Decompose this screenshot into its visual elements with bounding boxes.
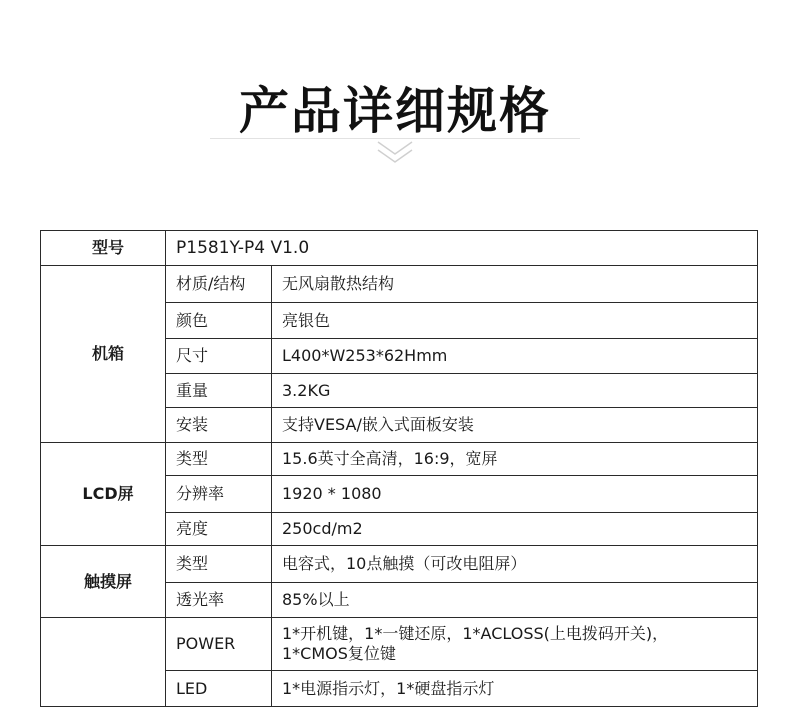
group-label-touchscreen: 触摸屏 [41,546,166,618]
spec-value: 15.6英寸全高清，16:9，宽屏 [272,443,758,476]
page-title: 产品详细规格 [239,82,551,140]
spec-label: POWER [166,618,272,671]
spec-label: 分辨率 [166,476,272,513]
spec-value: 无风扇散热结构 [272,266,758,303]
spec-label: 安装 [166,408,272,443]
spec-value-line: 1*开机键，1*一键还原，1*ACLOSS(上电拨码开关)， [282,624,669,643]
spec-label: 材质/结构 [166,266,272,303]
spec-value: 亮银色 [272,303,758,339]
spec-value: 1920 * 1080 [272,476,758,513]
spec-value: L400*W253*62Hmm [272,339,758,374]
table-row [41,231,758,266]
table-row [41,546,758,583]
spec-value: 电容式，10点触摸（可改电阻屏） [272,546,758,583]
table-row [41,266,758,303]
spec-label: 颜色 [166,303,272,339]
spec-value: 250cd/m2 [272,513,758,546]
spec-value [272,618,758,671]
model-label: 型号 [41,231,166,266]
spec-label: 重量 [166,374,272,408]
group-label-lcd: LCD屏 [41,443,166,546]
double-chevron-down-icon [368,136,422,170]
spec-value: 3.2KG [272,374,758,408]
spec-label: 尺寸 [166,339,272,374]
model-value: P1581Y-P4 V1.0 [166,231,758,266]
group-label-io [41,618,166,707]
spec-label: 类型 [166,443,272,476]
spec-value: 85%以上 [272,583,758,618]
spec-value-line: 1*CMOS复位键 [282,644,396,663]
spec-value: 支持VESA/嵌入式面板安装 [272,408,758,443]
spec-value: 1*电源指示灯，1*硬盘指示灯 [272,671,758,707]
table-row [41,618,758,671]
spec-label: 亮度 [166,513,272,546]
group-label-chassis: 机箱 [41,266,166,443]
spec-label: LED [166,671,272,707]
spec-label: 透光率 [166,583,272,618]
spec-label: 类型 [166,546,272,583]
table-row [41,443,758,476]
spec-table [40,230,758,707]
